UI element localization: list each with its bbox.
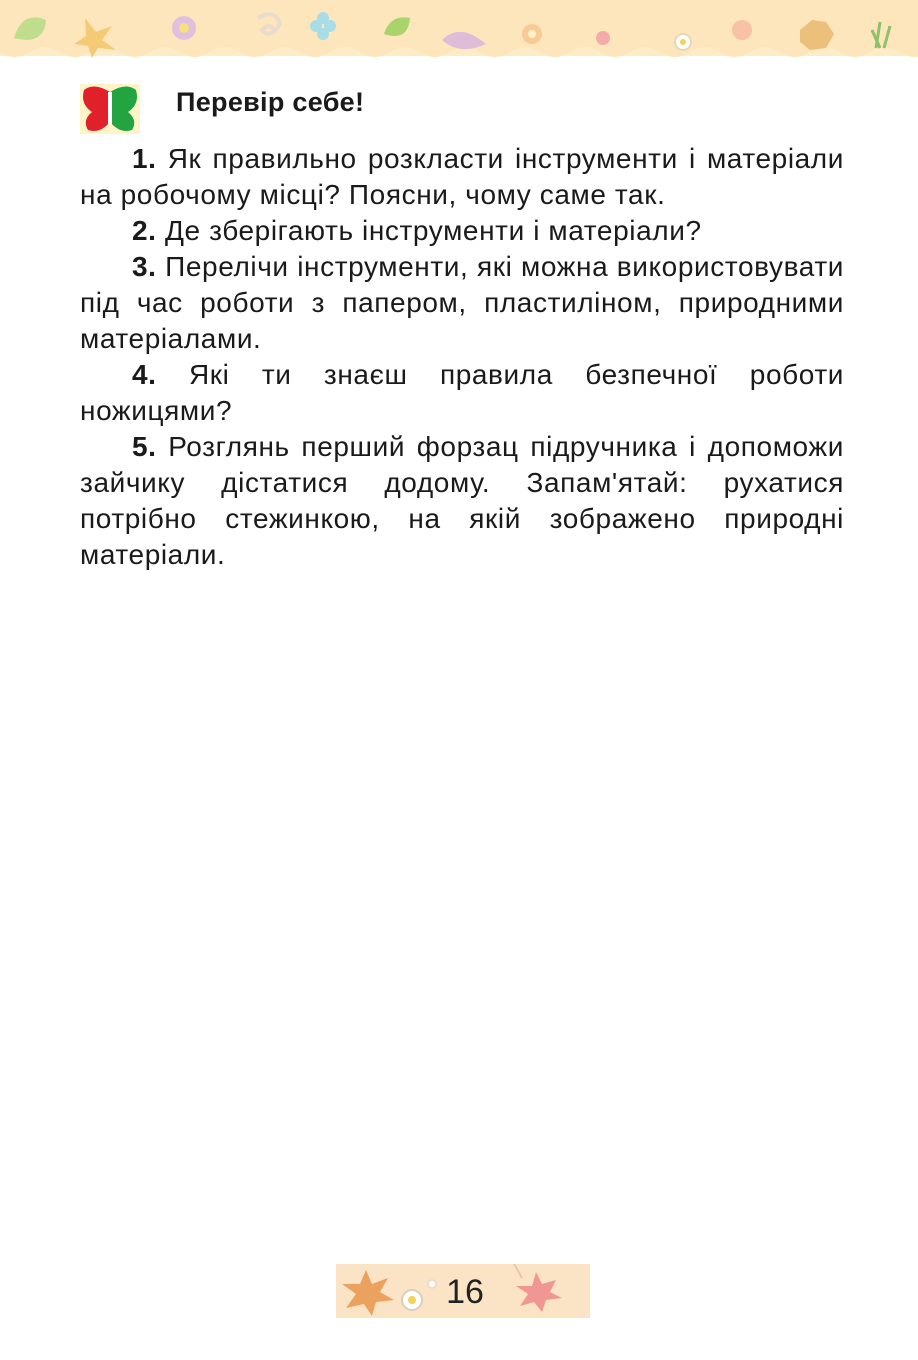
- question-text: Розглянь перший форзац підручника і допоможи зайчику дістатися додому. Запам'ятай: рухатися потрібно стежинкою, на якій зображено природні матеріали.: [80, 431, 844, 570]
- question-number: 1.: [132, 143, 157, 174]
- question-item: [80, 249, 844, 357]
- check-yourself-heading: [80, 84, 850, 136]
- heading-title: Перевір себе!: [176, 87, 365, 117]
- question-text: Де зберігають інструменти і матеріали?: [164, 215, 702, 246]
- question-text: Як правильно розкласти інструменти і матеріали на робочому місці? Поясни, чому саме так.: [80, 143, 844, 210]
- question-item: [80, 429, 844, 573]
- leaves-flowers-border-icon: [0, 0, 918, 62]
- question-item: [80, 141, 844, 213]
- question-text: Перелічи інструменти, які можна використовувати під час роботи з папером, пластиліном, природними матеріалами.: [80, 251, 844, 354]
- question-item: [80, 213, 844, 249]
- question-number: 4.: [132, 359, 157, 390]
- page-number: 16: [446, 1273, 484, 1311]
- question-text: Які ти знаєш правила безпечної роботи ножицями?: [80, 359, 844, 426]
- question-item: [80, 357, 844, 429]
- question-number: 3.: [132, 251, 157, 282]
- question-number: 2.: [132, 215, 157, 246]
- question-number: 5.: [132, 431, 157, 462]
- butterfly-icon: [80, 84, 140, 134]
- questions-list: [80, 141, 844, 573]
- top-decorative-band: [0, 0, 918, 56]
